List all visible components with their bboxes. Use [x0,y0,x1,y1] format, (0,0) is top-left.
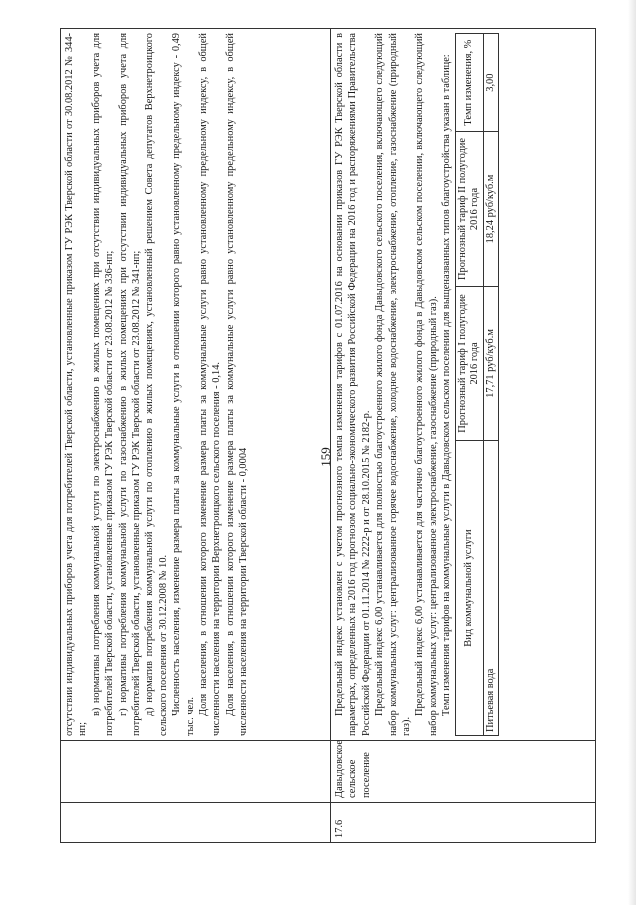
rotated-document [60,28,595,843]
tariff-header-cell: Прогнозный тариф II полугодие 2016 года [455,132,483,286]
tariff-cell: 18,24 руб/куб.м [483,132,499,286]
settlement-cell: Давыдовское сельское поселение [331,741,596,803]
tariff-cell: Питьевая вода [483,441,499,736]
tariff-header-cell: Прогнозный тариф I полугодие 2016 года [455,286,483,440]
regulation-table [60,28,596,843]
paragraph: Численность населения, изменение размера платы за коммунальные услуги в отношении которого равно установленному предельному индексу - 0,49 тыс. чел. [171,33,196,736]
paragraph: Доля населения, в отношении которого изменение размера платы за коммунальные услуги равно установленному предельному индексу, в общей численности населения на территории Верхнетроицкого сельского поселения - 0,14. [198,33,223,736]
row-number-cell: 17.6 [331,803,596,843]
paragraph: г) нормативы потребления коммунальной услуги по газоснабжению в жилых помещениях при отсутствии индивидуальных приборов учета для потребителей Тверской области, установленные приказом ГУ РЭК Тверской области от 23.08.2012 № 341-нп; [117,33,143,736]
settlement-cell [61,741,331,803]
page-number: 159 [318,447,333,467]
row-number-cell [61,803,331,843]
tariff-table [455,33,500,736]
table-row-continuation [61,29,331,843]
paragraph: д) норматив потребления коммунальной услуги по отоплению в жилых помещениях, установленный решением Совета депутатов Верхнетроицкого сельского поселения от 30.12.2008 № 10. [144,33,169,736]
paragraph: Предельный индекс 6,00 устанавливается для полностью благоустроенного жилого фонда Давыдовского сельского поселения, включающего следующий набор коммунальных услуг: централизованное горячее водоснабжение, холодное водоснабжение, электроснабжение, отопление, газоснабжение (природный газ). [374,33,413,736]
tariff-row [483,34,499,736]
tariff-header-row [455,34,483,736]
text-cell [331,29,596,741]
tariff-header-cell: Темп изменения, % [455,34,483,132]
table-row-davydovskoe [331,29,596,843]
paragraph: отсутствии индивидуальных приборов учета для потребителей Тверской области, установленные приказом ГУ РЭК Тверской области от 30.08.2012 № 344-нп; [64,33,89,736]
paragraph: в) нормативы потребления коммунальной услуги по электроснабжению в жилых помещениях при отсутствии индивидуальных приборов учета для потребителей Тверской области, установленные приказом ГУ РЭК Тверской области от 23.08.2012 № 336-нп; [90,33,116,736]
paragraph: Предельный индекс установлен с учетом прогнозного темпа изменения тарифов с 01.07.2016 на основании приказов ГУ РЭК Тверской области в параметрах, определенных на 2016 год прогнозом социально-экономического развития Российской Федерации на 2016 год и распоряжениями Правительства Российской Федерации от 01.11.2014 № 2222-р и от 28.10.2015 № 2182-р. [334,33,372,736]
tariff-cell: 3,00 [483,34,499,132]
tariff-header-cell: Вид коммунальной услуги [455,441,483,736]
paragraph: Темп изменения тарифов на коммунальные услуги в Давыдовском сельском поселении для выщеназванных типов благоустройства указан в таблице: [441,54,453,716]
scan-edge-shadow [628,0,636,905]
paragraph: Предельный индекс 6,00 устанавливается для частично благоустроенного жилого фонда в Давыдовском сельском поселении, включающего следующий набор коммунальных услуг: централизованное электроснабжение, газоснабжение (природный газ). [414,33,439,736]
text-cell [61,29,331,741]
paragraph: Доля населения, в отношении которого изменение размера платы за коммунальные услуги равно установленному предельному индексу, в общей численности населения на территории Тверской области - 0,0004 [224,33,250,736]
tariff-cell: 17,71 руб/куб.м [483,286,499,440]
